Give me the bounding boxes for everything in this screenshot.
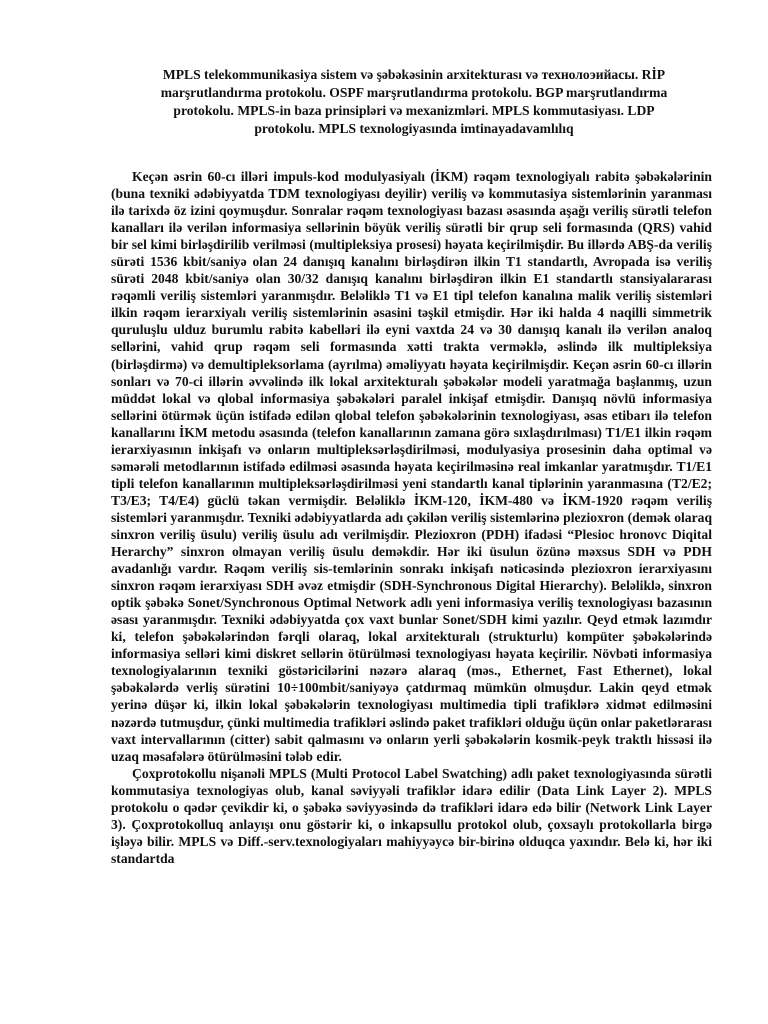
document-title: MPLS telekommunikasiya sistem və şəbəkəsinin arxitekturası və технолоэийасы. RİP marşrutlandırma protokolu. OSPF marşrutlandırma protokolu. BGP marşrutlandırma protokolu. MPLS-in baza prinsipləri və mexanizmləri. MPLS kommutasiyası. LDP protokolu. MPLS texnologiyasında imtinayadavamlılıq [160,67,668,136]
body-paragraph-1: Keçən əsrin 60-cı illəri impuls-kod modulyasiyalı (İKM) rəqəm texnologiyalı rabitə şəbəkələrinin (buna texniki ədəbiyyatda TDM texnologiyası deyilir) veriliş və kommutasiya sistemlərinin yaranması ilə tarixdə öz izini qoymuşdur. Sonralar rəqəm texnologiyası bazası əsasında aşağı veriliş sürətli telefon kanalları ilə verilən informasiya sellərinin böyük veriliş sürətli bir qrup seli formasında (QRS) vahid bir sel kimi birləşdirilib verilməsi (multipleksiya prosesi) həyata keçirilmişdir. Bu illərdə ABŞ-da veriliş sürəti 1536 kbit/saniyə olan 24 danışıq kanalını birləşdirən ilkin T1 standartlı, Avropada isə veriliş sürəti 2048 kbit/saniyə olan 30/32 danışıq kanalını birləşdirən ilkin E1 standartlı stansiyalararası rəqəmli veriliş sistemləri yaranmışdır. Beləliklə T1 və E1 tipl telefon kanalına malik veriliş sistemləri ilkin rəqəm ierarxiyalı veriliş sistemlərinin əsasini təşkil etmişdir. Hər iki halda 4 naqilli simmetrik quruluşlu ulduz burumlu rabitə kabelləri ilə eyni vaxtda 24 və 30 danışıq kanalı ilə verilən analoq sellərini, vahid qrup rəqəm seli formasında xətti trakta verməklə, əslində ilk multipleksiya (birləşdirmə) və demultipleksorlama (ayrılma) əməliyyatı həyata keçirilmişdir. Keçən əsrin 60-cı illərin sonları və 70-ci illərin əvvəlində ilk lokal arxitekturalı şəbəkələr modeli yaratmağa başlanmış, uzun müddət lokal və qlobal informasiya şəbəkələri paralel inkişaf etmişdir. Danışıq növlü informasiya sellərini ötürmək üçün istifadə edilən qlobal telefon şəbəkələrinin texnologiyası, əsas etibarı ilə telefon kanallarını İKM metodu əsasında (telefon kanallarının zamana görə sıxlaşdırılması) T1/E1 ilkin rəqəm ierarxiyasının inkişafı və onların multipleksərləşdirilməsi, modulyasiya prosesinin daha optimal və səmərəli metodlarının istifadə edilməsi əsasında həyata keçirilməsinə real imkanlar yaratmışdır. T1/E1 tipli telefon kanallarının multipleksərləşdirilməsi yeni standartlı kanal tiplərinin yaranmasına (T2/E2; T3/E3; T4/E4) güclü təkan vermişdir. Beləliklə İKM-120, İKM-480 və İKM-1920 rəqəm veriliş sistemləri yaranmışdır. Texniki ədəbiyyatlarda adı çəkilən veriliş sistemlərinə plezioxron (demək olaraq sinxron veriliş üsulu) veriliş üsulu adı verilmişdir. Plezioxron (PDH) ifadəsi “Plesioc hronovc Diqital Herarchy” sinxron olmayan veriliş üsulu deməkdir. Hər iki üsulun özünə məxsus SDH və PDH avadanlığı vardır. Rəqəm veriliş sis-temlərinin sonrakı inkişafı nəticəsində plezioxron ierarxiyasını sinxron rəqəm ierarxiyası SDH əvəz etmişdir (SDH-Synchronous Digital Hierarchy). Beləliklə, sinxron optik şəbəkə Sonet/Synchronous Optimal Network adlı yeni informasiya veriliş texnologiyası bazasının əsası yaranmışdır. Texniki ədəbiyyatda çox vaxt bunlar Sonet/SDH kimi yazılır. Qeyd etmək lazımdır ki, telefon şəbəkələrindən fərqli olaraq, lokal arxitekturalı (strukturlu) kompüter şəbəkələrində informasiya selləri kimi diskret sellərin ötürülməsi texnologiyası həyata keçirilir. Növbəti informasiya texnologiyalarının texniki göstəricilərini nəzərə alaraq (məs., Ethernet, Fast Ethernet), lokal şəbəkələrdə verliş sürətini 10÷100mbit/saniyəyə çatdırmaq mümkün olmuşdur. Lakin qeyd etmək yerinə düşər ki, ilkin lokal şəbəkələrin texnologiyası multimedia tipli trafiklərə xidmət edilməsini nəzərdə tutmuşdur, çünki multimedia trafikləri əslində paket trafikləri olduğu üçün onlar paketlərarası vaxt intervallarının (citter) sabit qalmasını və onların yerli şəbəkələrin kosmik-peyk traktlı hissəsi ilə uzaq məsafələrə ötürülməsini tələb edir. [111,169,712,764]
body-paragraph-2: Çoxprotokollu nişanəli MPLS (Multi Protocol Label Swatching) adlı paket texnologiyasında sürətli kommutasiya texnologiyas olub, kanal səviyyəli trafiklər idarə edilir (Data Link Layer 2). MPLS protokolu o qədər çevikdir ki, o şəbəkə səviyyəsində də trafikləri idarə edə bilir (Network Link Layer 3). Çoxprotokolluq anlayışı onu göstərir ki, o inkapsullu protokol olub, çoxsaylı protokollarla birgə işləyə bilir. MPLS və Diff.-serv.texnologiyaları mahiyyəycə bir-birinə olduqca yaxındır. Belə ki, hər iki standartda [111,765,712,866]
